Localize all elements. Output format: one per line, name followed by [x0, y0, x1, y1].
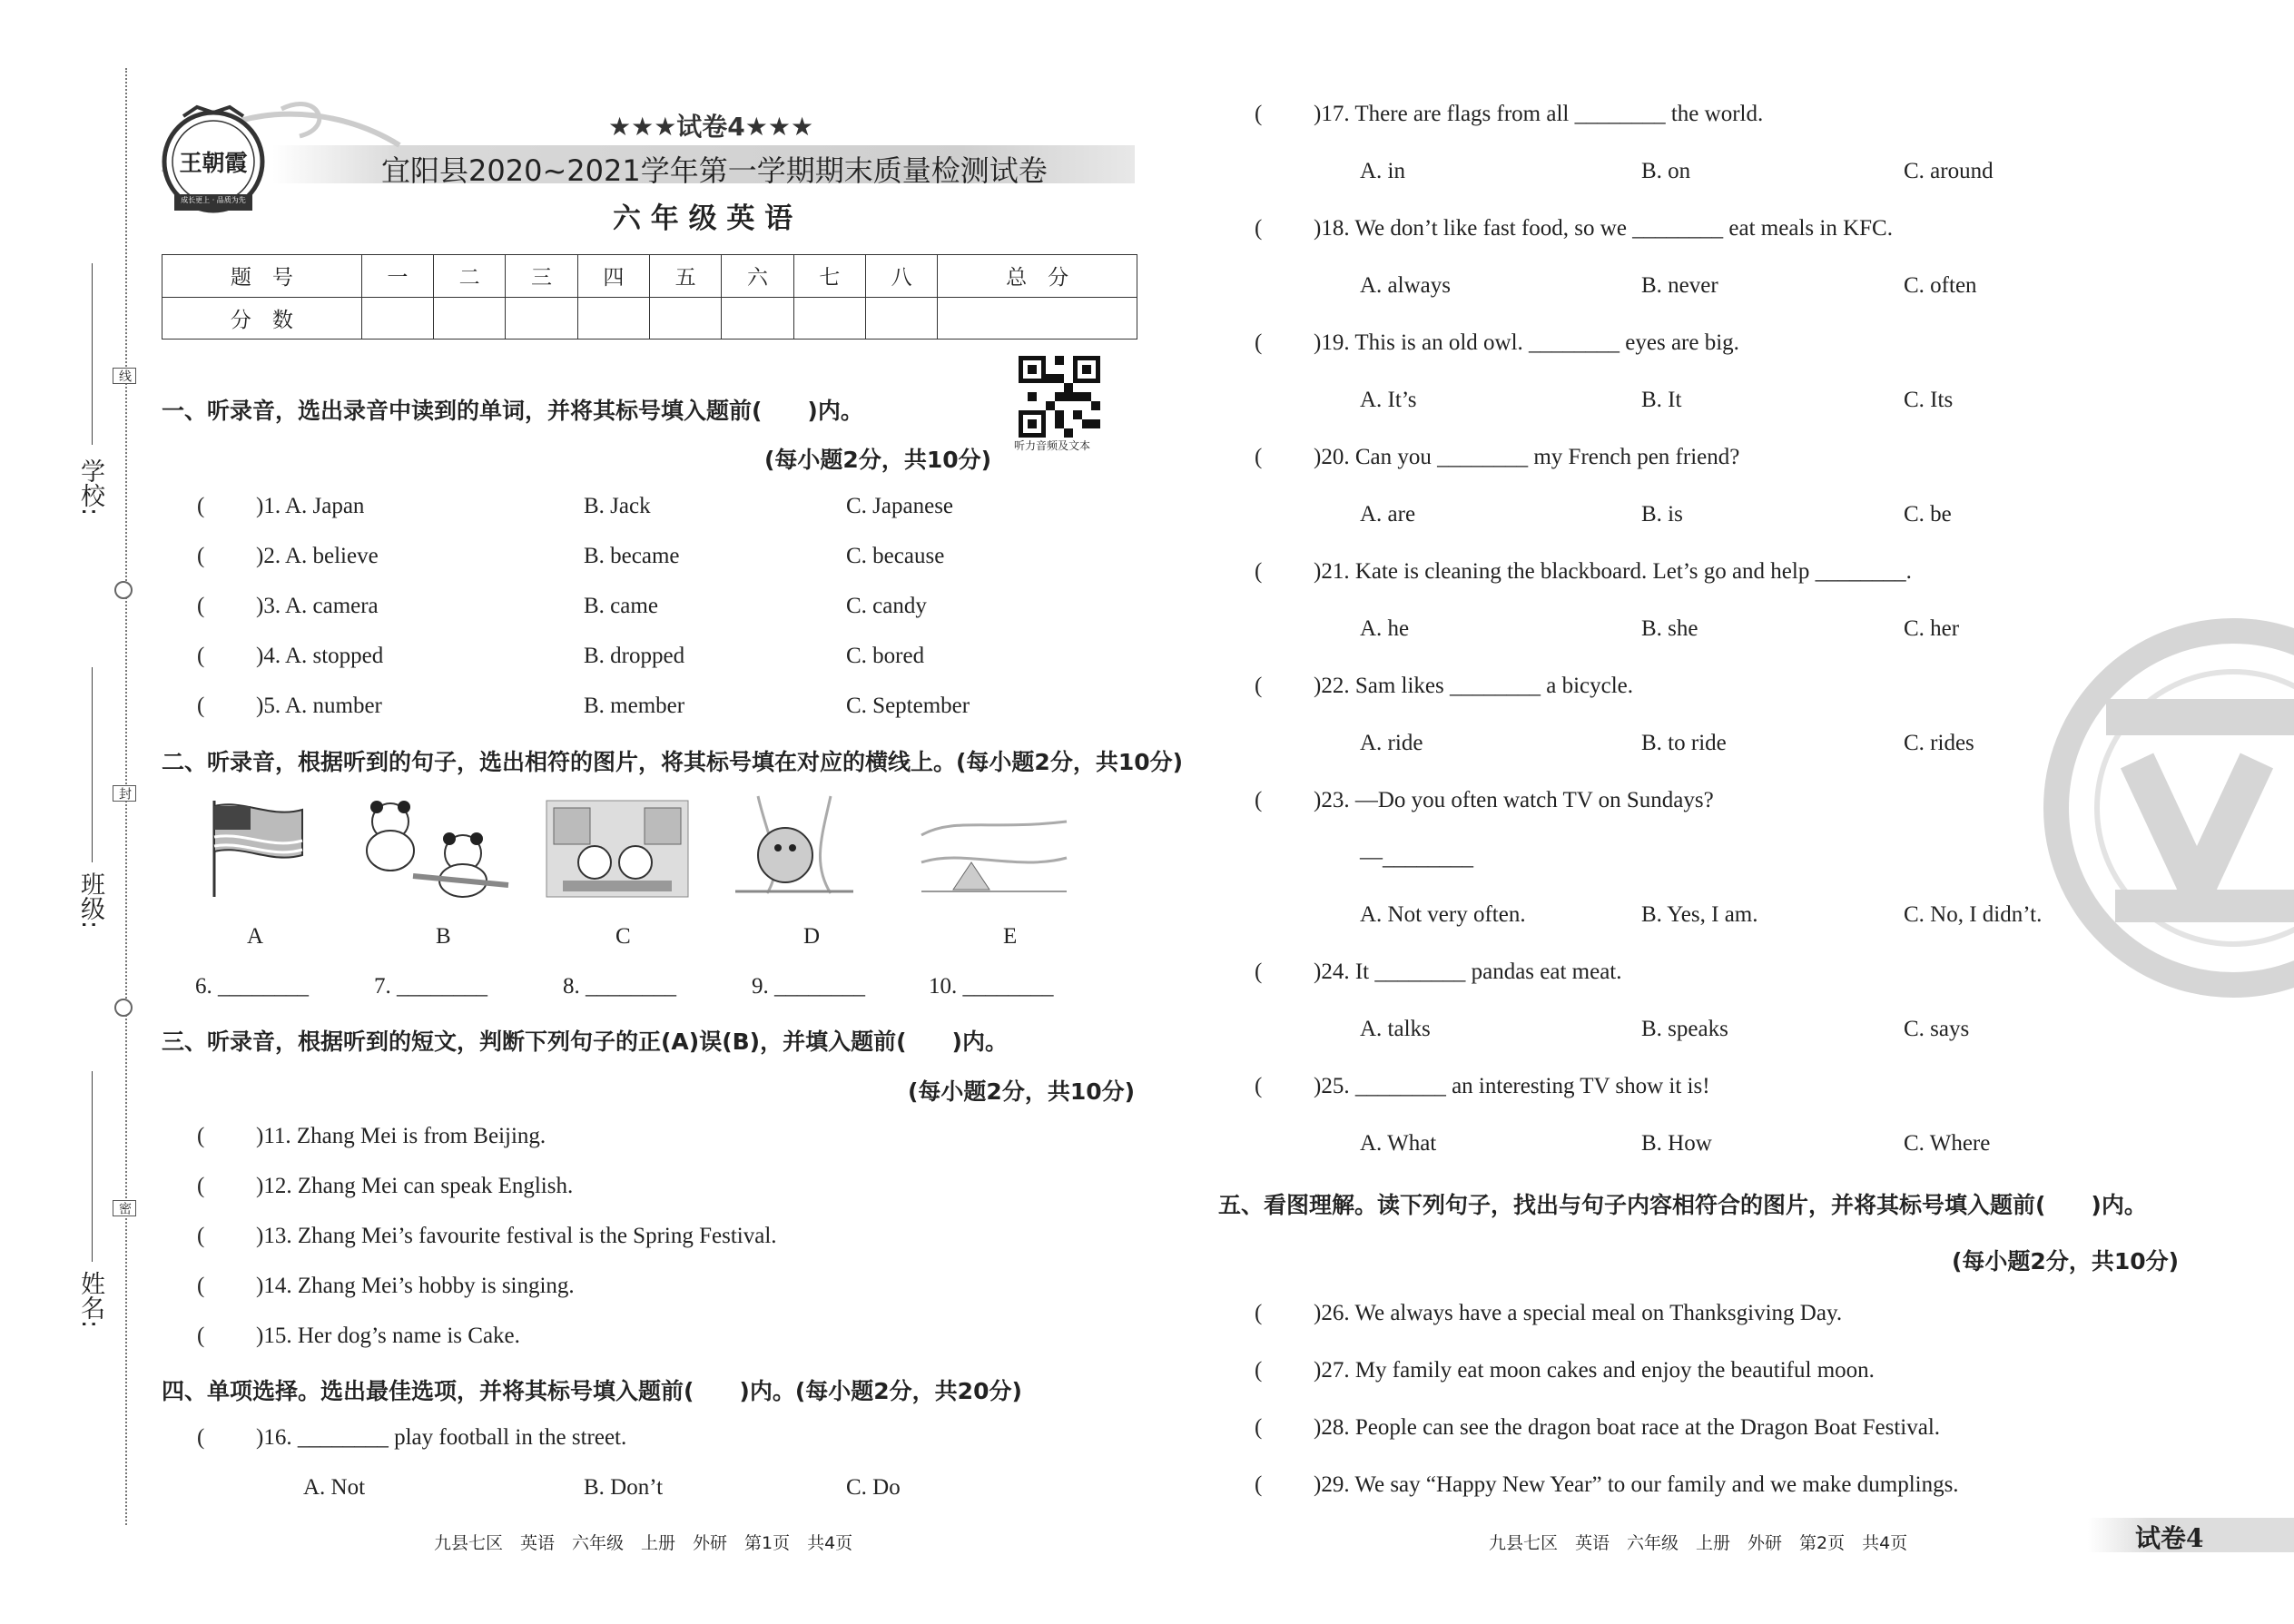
question-26: )26. We always have a special meal on Thanksgiving Day. — [1314, 1301, 1843, 1325]
answer-paren[interactable]: ( — [197, 594, 205, 618]
exam-badge: ★★★试卷4★★★ — [608, 112, 814, 142]
picture-a-flag — [207, 799, 307, 899]
seal-mark-seal: 封 — [113, 785, 136, 802]
option-a: A. always — [1360, 273, 1451, 298]
question-1: )1. A. Japan — [256, 494, 365, 518]
option-c: C. says — [1904, 1017, 1970, 1041]
option-c: C. because — [846, 544, 945, 568]
score-input-cell[interactable] — [506, 297, 577, 340]
answer-paren[interactable]: ( — [1255, 674, 1263, 698]
option-c: C. bored — [846, 644, 925, 668]
question-5: )5. A. number — [256, 694, 382, 718]
answer-line[interactable]: —________ — [1360, 845, 1473, 870]
section1-title: 一、听录音，选出录音中读到的单词，并将其标号填入题前( )内。 — [162, 398, 863, 424]
option-c: C. candy — [846, 594, 927, 618]
answer-paren[interactable]: ( — [1255, 445, 1263, 469]
question-22: )22. Sam likes ________ a bicycle. — [1314, 674, 1634, 698]
answer-paren[interactable]: ( — [1255, 1472, 1263, 1497]
score-cell: 七 — [793, 255, 865, 298]
picture-label-a: A — [247, 924, 264, 949]
section2-title: 二、听录音，根据听到的句子，选出相符的图片，将其标号填在对应的横线上。(每小题2分，共10分) — [162, 749, 1184, 775]
option-c: C. around — [1904, 159, 1994, 183]
option-a: A. in — [1360, 159, 1405, 183]
answer-paren[interactable]: ( — [197, 694, 205, 718]
option-b: B. to ride — [1641, 731, 1727, 755]
question-28: )28. People can see the dragon boat race at the Dragon Boat Festival. — [1314, 1415, 1941, 1440]
question-25: )25. ________ an interesting TV show it is! — [1314, 1074, 1710, 1098]
answer-paren[interactable]: ( — [1255, 1358, 1263, 1383]
logo-tagline: 成长更上 · 品质为先 — [181, 196, 246, 204]
score-cell: 八 — [865, 255, 937, 298]
option-b: B. Jack — [584, 494, 651, 518]
option-c: C. be — [1904, 502, 1952, 527]
score-input-cell[interactable] — [649, 297, 721, 340]
logo-name: 王朝霞 — [179, 150, 248, 176]
answer-paren[interactable]: ( — [197, 1324, 205, 1348]
option-b: B. Yes, I am. — [1641, 902, 1758, 927]
name-line[interactable] — [92, 1071, 93, 1262]
blank-9[interactable]: 9. ________ — [752, 974, 865, 999]
blank-7[interactable]: 7. ________ — [374, 974, 487, 999]
option-c: C. her — [1904, 616, 1960, 641]
answer-paren[interactable]: ( — [1255, 1301, 1263, 1325]
option-a: A. It’s — [1360, 388, 1417, 412]
option-b: B. Don’t — [584, 1475, 664, 1500]
option-a: A. he — [1360, 616, 1410, 641]
score-cell: 二 — [434, 255, 506, 298]
option-c: C. September — [846, 694, 970, 718]
question-13: )13. Zhang Mei’s favourite festival is the Spring Festival. — [256, 1224, 777, 1248]
picture-label-b: B — [436, 924, 451, 949]
section5-points: (每小题2分，共10分) — [1952, 1248, 2180, 1275]
section3-title: 三、听录音，根据听到的短文，判断下列句子的正(A)误(B)，并填入题前( )内。 — [162, 1029, 1008, 1055]
score-value-row — [162, 297, 1137, 340]
option-b: B. It — [1641, 388, 1682, 412]
option-c: C. Its — [1904, 388, 1954, 412]
option-b: B. is — [1641, 502, 1683, 527]
picture-d-animal — [731, 792, 858, 896]
answer-paren[interactable]: ( — [197, 1174, 205, 1198]
picture-label-e: E — [1003, 924, 1018, 949]
question-12: )12. Zhang Mei can speak English. — [256, 1174, 574, 1198]
option-a: A. Not very often. — [1360, 902, 1526, 927]
secret-stamp-watermark — [2024, 617, 2294, 999]
option-a: A. What — [1360, 1131, 1437, 1156]
score-cell: 总 分 — [938, 255, 1137, 298]
blank-10[interactable]: 10. ________ — [929, 974, 1054, 999]
option-a: A. Not — [303, 1475, 366, 1500]
option-b: B. she — [1641, 616, 1698, 641]
option-a: A. talks — [1360, 1017, 1431, 1041]
answer-paren[interactable]: ( — [197, 1274, 205, 1298]
option-b: B. How — [1641, 1131, 1712, 1156]
score-cell: 六 — [722, 255, 793, 298]
answer-paren[interactable]: ( — [197, 644, 205, 668]
score-input-cell[interactable] — [361, 297, 433, 340]
picture-c-street — [545, 799, 690, 899]
name-label: 姓名: — [76, 1271, 104, 1329]
option-b: B. member — [584, 694, 685, 718]
score-input-cell[interactable] — [434, 297, 506, 340]
picture-label-c: C — [615, 924, 631, 949]
question-18: )18. We don’t like fast food, so we ________ eat meals in KFC. — [1314, 216, 1893, 241]
option-c: C. rides — [1904, 731, 1974, 755]
option-b: B. never — [1641, 273, 1718, 298]
class-line[interactable] — [92, 667, 93, 862]
blank-8[interactable]: 8. ________ — [563, 974, 676, 999]
answer-paren[interactable]: ( — [1255, 1074, 1263, 1098]
answer-paren[interactable]: ( — [197, 1425, 205, 1450]
option-a: A. are — [1360, 502, 1416, 527]
section5-title: 五、看图理解。读下列句子，找出与句子内容相符合的图片，并将其标号填入题前( )内。 — [1218, 1192, 2147, 1218]
answer-paren[interactable]: ( — [197, 1224, 205, 1248]
section3-points: (每小题2分，共10分) — [908, 1078, 1136, 1105]
seal-dot-icon — [114, 581, 133, 599]
question-24: )24. It ________ pandas eat meat. — [1314, 960, 1622, 984]
answer-paren[interactable]: ( — [197, 1124, 205, 1148]
footer-left: 九县七区 英语 六年级 上册 外研 第1页 共4页 — [434, 1533, 853, 1553]
qr-caption: 听力音频及文本 — [1014, 439, 1091, 452]
option-b: B. became — [584, 544, 680, 568]
picture-label-d: D — [803, 924, 821, 949]
page-subtitle: 六 年 级 英 语 — [613, 202, 793, 235]
question-2: )2. A. believe — [256, 544, 379, 568]
class-label: 班级: — [76, 871, 104, 930]
score-cell: 一 — [361, 255, 433, 298]
option-c: C. No, I didn’t. — [1904, 902, 2043, 927]
score-input-cell[interactable] — [865, 297, 937, 340]
picture-b-pandas — [350, 794, 513, 899]
question-21: )21. Kate is cleaning the blackboard. Let’s go and help ________. — [1314, 559, 1912, 584]
question-20: )20. Can you ________ my French pen friend? — [1314, 445, 1740, 469]
score-input-cell[interactable] — [938, 297, 1137, 340]
answer-paren[interactable]: ( — [1255, 330, 1263, 355]
option-a: A. ride — [1360, 731, 1423, 755]
score-cell: 题 号 — [162, 255, 362, 298]
option-c: C. Where — [1904, 1131, 1991, 1156]
option-b: B. dropped — [584, 644, 685, 668]
option-b: B. on — [1641, 159, 1691, 183]
score-table — [162, 254, 1137, 340]
score-cell: 四 — [577, 255, 649, 298]
score-label-cell: 分 数 — [162, 297, 362, 340]
page-title: 宜阳县2020~2021学年第一学期期末质量检测试卷 — [381, 153, 1048, 188]
option-c: C. often — [1904, 273, 1977, 298]
school-line[interactable] — [92, 263, 93, 445]
question-17: )17. There are flags from all ________ the world. — [1314, 102, 1764, 126]
score-input-cell[interactable] — [577, 297, 649, 340]
seal-dot-icon — [114, 999, 133, 1017]
picture-e-landscape — [917, 808, 1071, 899]
blank-6[interactable]: 6. ________ — [195, 974, 309, 999]
footer-badge: 试卷4 — [2135, 1523, 2204, 1553]
option-c: C. Japanese — [846, 494, 954, 518]
answer-paren[interactable]: ( — [197, 494, 205, 518]
qr-code-icon[interactable] — [1019, 356, 1100, 438]
question-23: )23. —Do you often watch TV on Sundays? — [1314, 788, 1714, 812]
answer-paren[interactable]: ( — [1255, 960, 1263, 984]
section4-title: 四、单项选择。选出最佳选项，并将其标号填入题前( )内。(每小题2分，共20分) — [162, 1378, 1022, 1404]
answer-paren[interactable]: ( — [1255, 216, 1263, 241]
score-input-cell[interactable] — [722, 297, 793, 340]
score-header-row — [162, 255, 1137, 298]
question-4: )4. A. stopped — [256, 644, 384, 668]
question-27: )27. My family eat moon cakes and enjoy the beautiful moon. — [1314, 1358, 1875, 1383]
option-b: B. speaks — [1641, 1017, 1728, 1041]
section1-points: (每小题2分，共10分) — [764, 447, 992, 473]
option-c: C. Do — [846, 1475, 901, 1500]
option-b: B. came — [584, 594, 658, 618]
question-15: )15. Her dog’s name is Cake. — [256, 1324, 520, 1348]
question-29: )29. We say “Happy New Year” to our family and we make dumplings. — [1314, 1472, 1959, 1497]
answer-paren[interactable]: ( — [1255, 559, 1263, 584]
answer-paren[interactable]: ( — [1255, 1415, 1263, 1440]
score-input-cell[interactable] — [793, 297, 865, 340]
score-cell: 三 — [506, 255, 577, 298]
question-11: )11. Zhang Mei is from Beijing. — [256, 1124, 546, 1148]
seal-mark-secret: 密 — [113, 1200, 136, 1216]
answer-paren[interactable]: ( — [197, 544, 205, 568]
question-14: )14. Zhang Mei’s hobby is singing. — [256, 1274, 575, 1298]
seal-mark-line: 线 — [113, 368, 136, 384]
footer-right: 九县七区 英语 六年级 上册 外研 第2页 共4页 — [1489, 1533, 1908, 1553]
answer-paren[interactable]: ( — [1255, 788, 1263, 812]
school-label: 学校: — [76, 458, 104, 517]
question-3: )3. A. camera — [256, 594, 379, 618]
answer-paren[interactable]: ( — [1255, 102, 1263, 126]
question-19: )19. This is an old owl. ________ eyes are big. — [1314, 330, 1739, 355]
question-16: )16. ________ play football in the street. — [256, 1425, 627, 1450]
score-cell: 五 — [649, 255, 721, 298]
